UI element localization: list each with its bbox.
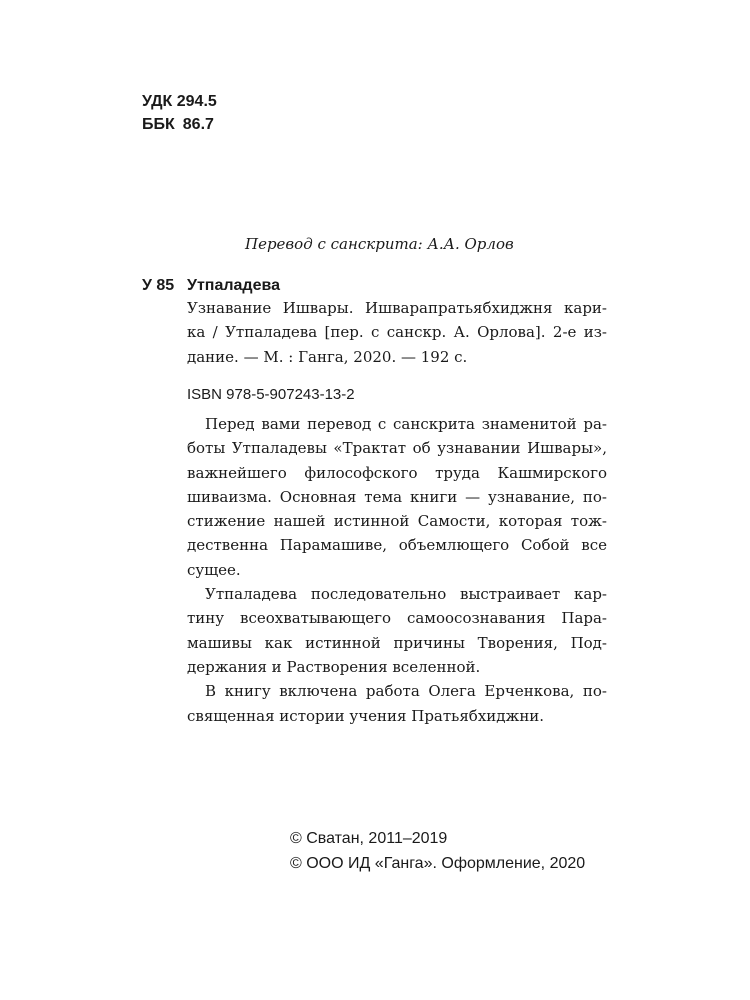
annotation [187,412,607,728]
translator-note: Перевод с санскрита: А.А. Орлов [245,235,514,253]
copyright-line: © ООО ИД «Ганга». Оформление, 2020 [290,855,586,872]
abstract-line: сущее. [187,560,241,579]
bib-line: ка / Утпаладева [пер. с санскр. А. Орлова]. 2-е из- [187,323,607,342]
abstract-line: держания и Растворения вселенной. [187,657,481,676]
bbk-value: 86.7 [182,116,214,133]
isbn: ISBN 978-5-907243-13-2 [187,386,355,403]
author-name: Утпаладева [187,277,280,294]
catalog-entry-heading [142,275,280,297]
bib-line: Узнавание Ишвары. Ишварапратьябхиджня кари- [187,299,607,317]
bib-line: дание. — М. : Ганга, 2020. — 192 с. [187,347,468,366]
abstract-line: важнейшего философского труда Кашмирского [187,463,607,482]
copyright-line: © Сватан, 2011–2019 [290,830,448,847]
abstract-line: Перед вами перевод с санскрита знаменитой ра- [205,415,607,433]
abstract-line: машивы как истинной причины Творения, Под- [187,633,607,652]
abstract-line: священная истории учения Пратьябхиджни. [187,706,545,725]
abstract-line: Утпаладева последовательно выстраивает кар- [205,585,607,604]
abstract-line: боты Утпаладевы «Трактат об узнавании Ишвары», [187,439,607,458]
abstract-line: стижение нашей истинной Самости, которая тож- [187,512,607,531]
author-mark: У 85 [142,277,175,294]
abstract-line: В книгу включена работа Олега Ерченкова, по- [205,682,607,701]
classification-codes [142,90,217,136]
bbk-code [142,113,217,136]
copyright-block [290,826,585,876]
abstract-line: тину всеохватывающего самоосознавания Пара- [187,609,607,628]
abstract-line: дественна Парамашиве, объемлющего Собой все [187,536,607,555]
bibliographic-description [187,296,607,369]
udk-code: УДК 294.5 [142,93,217,110]
bbk-label: ББК [142,116,175,133]
abstract-line: шиваизма. Основная тема книги — узнавание, по- [187,487,607,506]
